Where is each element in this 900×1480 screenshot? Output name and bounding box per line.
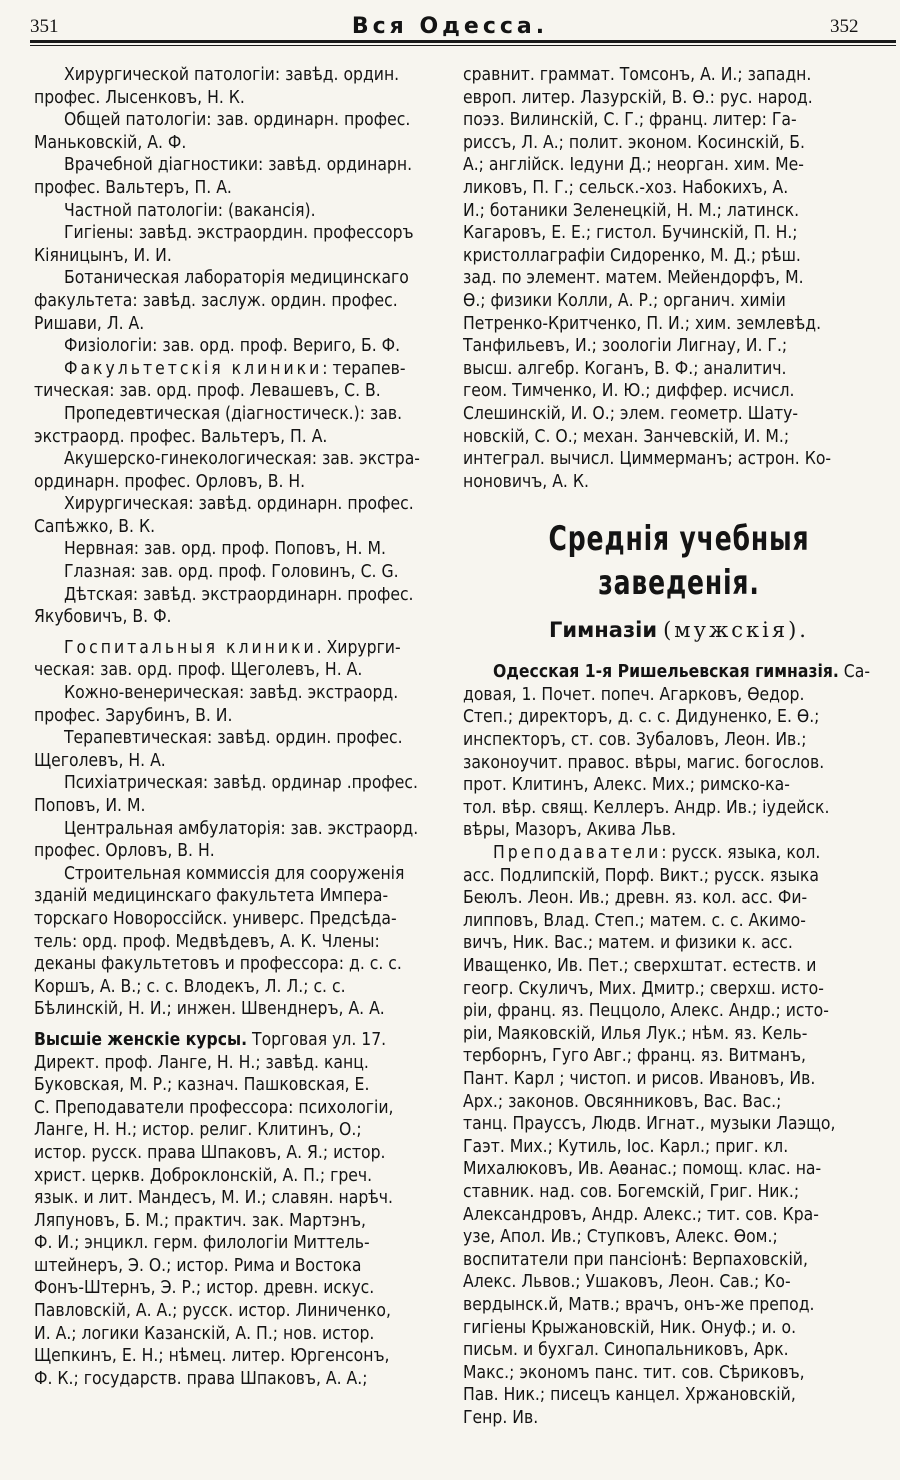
text-line: письм. и бухгал. Синопальниковъ, Арк. [463, 1340, 789, 1361]
text-line: экстраорд. профес. Вальтеръ, П. А. [34, 426, 328, 447]
right-column-continuation [463, 64, 895, 493]
text-line: ставник. над. сов. Богемскiй, Григ. Ник.; [463, 1181, 800, 1202]
text-line: европ. литер. Лазурскiй, В. Ө.: рус. народ. [463, 87, 813, 108]
text-line: довая, 1. Почет. попеч. Агарковъ, Өедор. [463, 684, 805, 705]
paragraph [34, 682, 450, 727]
spaced-heading: Преподаватели [493, 843, 662, 864]
paragraph [34, 200, 450, 223]
text-line: Якубовичъ, В. Ф. [34, 607, 172, 628]
text-line: Петренко-Критченко, П. И.; хим. землевѣд. [463, 313, 822, 334]
text-line: новскiй, С. О.; механ. Занчевскiй, И. М.; [463, 426, 790, 447]
paragraph [34, 154, 450, 199]
paragraph [34, 772, 450, 817]
paragraph [463, 842, 895, 1429]
text-line: высш. алгебр. Коганъ, В. Ф.; аналитич. [463, 358, 787, 379]
text-line: липповъ, Влад. Степ.; матем. с. с. Акимо- [463, 910, 806, 931]
page-number-left: 351 [30, 16, 59, 37]
paragraph [34, 493, 450, 538]
text-line: Общей патологiи: зав. ординарн. профес. [64, 110, 411, 131]
text-line: Дѣтская: завѣд. экстраординарн. профес. [64, 584, 414, 605]
text-line: факультета: завѣд. заслуж. ордин. профес. [34, 290, 398, 311]
text-line: Хирургической патологiи: завѣд. ордин. [64, 65, 400, 85]
text-line: Хирургическая: завѣд. ординарн. профес. [64, 494, 414, 515]
page-number-right: 352 [830, 16, 859, 37]
text-line: тель: орд. проф. Медвѣдевъ, А. К. Члены: [34, 931, 380, 952]
paragraph [34, 222, 450, 267]
text-line: штейнеръ, Э. О.; истор. Рима и Востока [34, 1255, 362, 1276]
text-line: И. А.; логики Казанскiй, А. П.; нов. истор. [34, 1323, 375, 1344]
text-line: профес. Вальтеръ, П. А. [34, 177, 232, 198]
gymnasium-entries [463, 661, 895, 1429]
text-line: законоучит. правос. вѣры, магис. богослов. [463, 752, 825, 773]
text-line: Преподаватели: русск. языка, кол. [493, 843, 821, 864]
paragraph [34, 538, 450, 561]
text-line: интеграл. вычисл. Циммерманъ; астрон. Ко- [463, 449, 832, 470]
text-line: Факультетскiя клиники: терапев- [64, 358, 406, 379]
text-line: Фонъ-Штернъ, Э. Р.; истор. древн. искус. [34, 1278, 375, 1299]
text-line: Глазная: зав. орд. проф. Головинъ, С. G. [64, 562, 399, 583]
text-line: Танфильевъ, И.; зоологiи Лигнау, И. Г.; [463, 336, 788, 357]
spaced-heading: Госпитальныя клиники [64, 637, 317, 658]
text-line: Беюлъ. Леон. Ив.; древн. яз. кол. асс. Фи- [463, 888, 808, 909]
header-rule-thick [30, 40, 896, 43]
right-column [463, 64, 895, 1429]
text-line: гигiены Крыжановскiй, Ник. Онуф.; и. о. [463, 1317, 797, 1338]
text-line: прот. Клитинъ, Алекс. Мих.; римско-ка- [463, 775, 790, 796]
text-line: геогр. Скуличъ, Мих. Дмитр.; сверхш. исто- [463, 978, 824, 999]
text-line: зданiй медицинскаго факультета Импера- [34, 886, 389, 907]
text-line: Высшiе женскiе курсы. Торговая ул. 17. [34, 1029, 387, 1050]
text-line: Ришави, Л. А. [34, 313, 145, 334]
text-line: Буковская, М. Р.; казнач. Пашковская, Е. [34, 1075, 370, 1096]
text-line: Алекс. Львов.; Ушаковъ, Леон. Сав.; Ко- [463, 1272, 791, 1293]
subtitle-paren: (мужскiя). [663, 618, 809, 643]
text-line: А.; англiйск. Iедуни Д.; неорган. хим. Ме- [463, 155, 804, 176]
text-line: Центральная амбулаторiя: зав. экстраорд. [64, 818, 419, 839]
text-line: Ө.; физики Колли, А. Р.; органич. химiи [463, 290, 786, 311]
text-line: Акушерско-гинекологическая: зав. экстра- [64, 449, 420, 470]
text-line: Арх.; законов. Овсянниковъ, Вас. Вас.; [463, 1091, 782, 1112]
text-line: Сапѣжко, В. К. [34, 516, 156, 537]
text-line: Физiологiи: зав. орд. проф. Вериго, Б. Ф. [64, 336, 401, 357]
text-line: асс. Подлипскiй, Порф. Викт.; русск. языка [463, 865, 819, 886]
paragraph [34, 727, 450, 772]
text-line: зад. по элемент. матем. Мейендорфъ, М. [463, 268, 804, 289]
text-line: геом. Тимченко, И. Ю.; диффер. исчисл. [463, 381, 795, 402]
text-line: Гигiены: завѣд. экстраордин. профессоръ [64, 223, 414, 244]
text-line: христ. церкв. Доброклонскiй, А. П.; греч. [34, 1165, 373, 1186]
running-title: Вся Одесса. [351, 14, 549, 39]
paragraph [34, 561, 450, 584]
text-line: Павловскiй, А. А.; русск. истор. Линиченко, [34, 1301, 391, 1322]
bold-heading: Одесская 1-я Ришельевская гимназiя. [493, 662, 839, 683]
text-line: Частной патологiи: (вакансiя). [64, 200, 316, 221]
header-rule-thin [30, 45, 896, 46]
text-line: воспитатели при пансiонѣ: Верпаховскiй, [463, 1249, 808, 1270]
text-line: риссъ, Л. А.; полит. эконом. Косинскiй, Б. [463, 132, 805, 153]
text-line: Ф. К.; государств. права Шпаковъ, А. А.; [34, 1368, 368, 1389]
text-line: истор. русск. права Шпаковъ, А. Я.; истор. [34, 1142, 386, 1163]
paragraph [34, 358, 450, 403]
text-line: Маньковскiй, А. Ф. [34, 132, 187, 153]
text-line: рiи, франц. яз. Пеццоло, Алекс. Андр.; исто- [463, 1001, 829, 1022]
paragraph [34, 1029, 450, 1391]
paragraph [34, 818, 450, 863]
text-line: Поповъ, И. М. [34, 796, 146, 816]
left-column [34, 64, 450, 1390]
text-line: Терапевтическая: завѣд. ордин. профес. [64, 728, 403, 749]
text-line: Бѣлинскiй, Н. И.; инжен. Швенднеръ, А. А. [34, 999, 385, 1020]
subtitle-main: Гимназiи [549, 618, 658, 643]
text-line: Ланге, Н. Н.; истор. религ. Клитинъ, О.; [34, 1120, 362, 1141]
text-line: язык. и лит. Мандесъ, М. И.; славян. нарѣч. [34, 1188, 393, 1209]
text-line: вѣры, Мазоръ, Акива Льв. [463, 820, 677, 841]
text-line: Ф. И.; энцикл. герм. филологiи Миттель- [34, 1233, 370, 1254]
text-line: Степ.; директоръ, д. с. с. Дидуненко, Е. Ө.; [463, 707, 820, 728]
text-line: Кагаровъ, Е. Е.; гистол. Бучинскiй, П. Н.; [463, 223, 798, 244]
text-line: деканы факультетовъ и профессора: д. с. с. [34, 954, 402, 975]
text-line: Одесская 1-я Ришельевская гимназiя. Са- [493, 662, 870, 683]
text-line: И.; ботаники Зеленецкiй, Н. М.; латинск. [463, 200, 800, 221]
text-line: вичъ, Ник. Вас.; матем. и физики к. асс. [463, 933, 793, 954]
text-line: торскаго Новороссiйск. универс. Предсѣда- [34, 908, 397, 929]
text-line: Кiяницынъ, И. И. [34, 245, 172, 266]
text-line: ческая: зав. орд. проф. Щеголевъ, Н. А. [34, 660, 363, 681]
text-line: сравнит. граммат. Томсонъ, А. И.; западн. [463, 65, 812, 85]
text-line: Пропедевтическая (дiагностическ.): зав. [64, 403, 403, 424]
text-line: Врачебной дiагностики: завѣд. ординарн. [64, 155, 413, 176]
text-line: тическая: зав. орд. проф. Левашевъ, С. В. [34, 381, 381, 402]
text-line: Щепкинъ, Е. Н.; нѣмец. литер. Юргенсонъ, [34, 1346, 390, 1367]
paragraph [34, 448, 450, 493]
text-line: Госпитальныя клиники. Хирурги- [64, 637, 401, 658]
text-line: инспекторъ, ст. сов. Зубаловъ, Леон. Ив.; [463, 730, 807, 751]
text-line: Кожно-венерическая: завѣд. экстраорд. [64, 683, 399, 704]
text-line: Психiатрическая: завѣд. ординар .профес. [64, 773, 418, 794]
text-line: профес. Орловъ, В. Н. [34, 841, 215, 862]
text-line: ликовъ, П. Г.; сельск.-хоз. Набокихъ, А. [463, 177, 789, 198]
text-line: С. Преподаватели профессора: психологiи, [34, 1097, 394, 1118]
text-line: Пав. Ник.; писецъ канцел. Хржановскiй, [463, 1385, 796, 1406]
text-line: Пант. Карл ; чистоп. и рисов. Ивановъ, Ив. [463, 1068, 816, 1089]
text-line: терборнъ, Гуго Авг.; франц. яз. Витманъ, [463, 1046, 806, 1067]
text-line: Ляпуновъ, Б. М.; практич. зак. Мартэнъ, [34, 1210, 366, 1231]
text-line: Гаэт. Мих.; Кутиль, Iос. Карл.; приг. кл. [463, 1136, 789, 1157]
paragraph [34, 335, 450, 358]
paragraph [463, 661, 895, 842]
paragraph [34, 863, 450, 1021]
paragraph [34, 403, 450, 448]
section-title: Среднiя учебныя заведенiя. [548, 519, 810, 604]
paragraph-gap [34, 629, 450, 637]
text-line: Строительная коммиссiя для сооруженiя [64, 863, 405, 884]
text-line: Александровъ, Андр. Алекс.; тит. сов. Кра- [463, 1204, 819, 1225]
text-line: Ботаническая лабораторiя медицинскаго [64, 268, 409, 289]
text-line: Иващенко, Ив. Пет.; сверхштат. естеств. и [463, 956, 817, 976]
text-line: вердынск.й, Матв.; врачъ, онъ-же препод. [463, 1294, 815, 1315]
paragraph [34, 267, 450, 335]
page-header [0, 0, 900, 50]
text-line: Директ. проф. Ланге, Н. Н.; завѣд. канц. [34, 1052, 369, 1073]
paragraph [34, 109, 450, 154]
text-line: рiи, Маяковскiй, Илья Лук.; нѣм. яз. Кель- [463, 1023, 808, 1044]
section-subtitle [463, 615, 895, 645]
text-line: Слешинскiй, И. О.; элем. геометр. Шату- [463, 403, 799, 424]
text-line: узе, Апол. Ив.; Ступковъ, Алекс. Өом.; [463, 1227, 778, 1248]
paragraph [34, 637, 450, 682]
text-line: тол. вѣр. свящ. Келлеръ. Андр. Ив.; iудейск. [463, 797, 830, 818]
text-line: Макс.; экономъ панс. тит. сов. Сѣриковъ, [463, 1362, 805, 1383]
text-line: поэз. Вилинскiй, С. Г.; франц. литер: Га- [463, 110, 797, 131]
paragraph [34, 64, 450, 109]
text-line: Коршъ, А. В.; с. с. Влодекъ, Л. Л.; с. с. [34, 976, 346, 997]
text-line: профес. Лысенковъ, Н. К. [34, 87, 245, 108]
text-line: Михалюковъ, Ив. Аөанас.; помощ. клас. на- [463, 1159, 822, 1180]
text-line: танц. Праусcъ, Людв. Игнат., музыки Лаэщо, [463, 1114, 836, 1135]
paragraph [34, 584, 450, 629]
spaced-heading: Факультетскiя клиники [64, 358, 323, 379]
text-line: ноновичъ, А. К. [463, 471, 589, 492]
text-line: Генр. Ив. [463, 1407, 539, 1428]
text-line: Щеголевъ, Н. А. [34, 750, 166, 771]
paragraph-gap [34, 1021, 450, 1029]
bold-heading: Высшiе женскiе курсы. [34, 1029, 248, 1050]
text-line: Нервная: зав. орд. проф. Поповъ, Н. М. [64, 539, 386, 560]
text-line: профес. Зарубинъ, В. И. [34, 705, 233, 726]
text-line: кристоллаграфiи Сидоренко, М. Д.; рѣш. [463, 245, 801, 266]
text-line: ординарн. профес. Орловъ, В. Н. [34, 471, 306, 492]
